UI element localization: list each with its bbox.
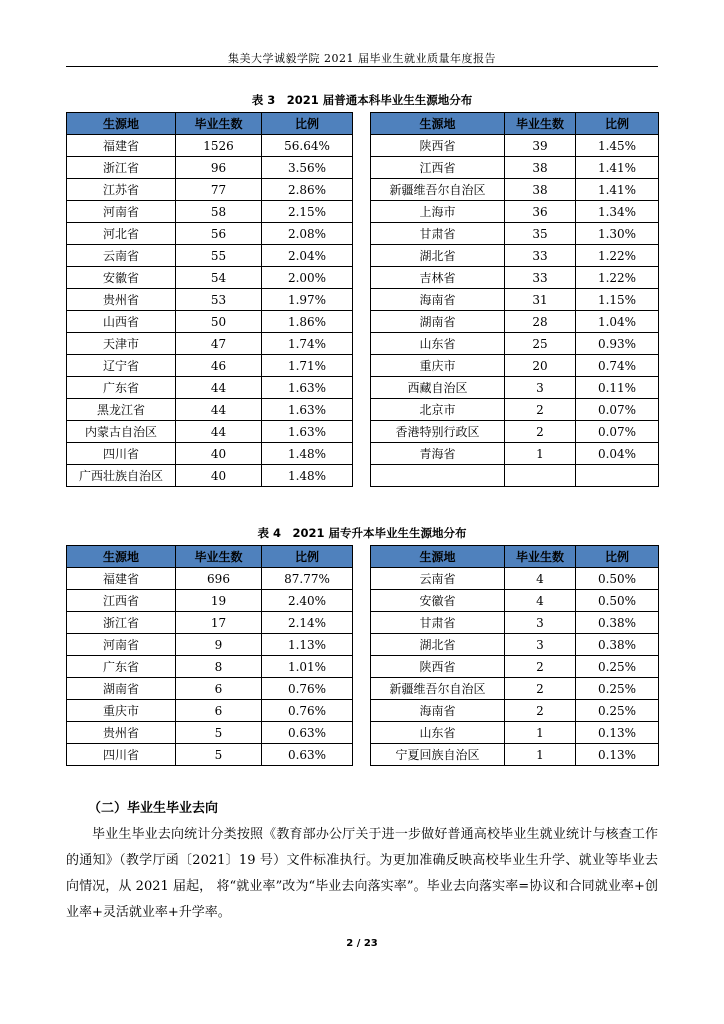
column-gap: [353, 568, 371, 590]
count-cell: 2: [505, 700, 576, 722]
origin-cell: 浙江省: [67, 612, 176, 634]
count-cell: 2: [505, 656, 576, 678]
table-row: [67, 590, 659, 612]
table-row: [67, 179, 659, 201]
ratio-cell: 1.71%: [262, 355, 353, 377]
ratio-cell: 0.76%: [262, 700, 353, 722]
column-gap: [353, 245, 371, 267]
ratio-cell: 0.38%: [576, 612, 659, 634]
header-rule: [66, 66, 658, 67]
count-cell: 28: [505, 311, 576, 333]
table-row: [67, 421, 659, 443]
origin-cell: 天津市: [67, 333, 176, 355]
origin-cell: 云南省: [67, 245, 176, 267]
count-cell: 53: [176, 289, 262, 311]
table3-caption: 表 3 2021 届普通本科毕业生生源地分布: [251, 93, 473, 107]
origin-cell: 河北省: [67, 223, 176, 245]
origin-cell: 甘肃省: [371, 223, 505, 245]
origin-cell: 内蒙古自治区: [67, 421, 176, 443]
page-header: 集美大学诚毅学院 2021 届毕业生就业质量年度报告: [228, 52, 496, 65]
ratio-cell: 0.63%: [262, 744, 353, 766]
col-header-count: 毕业生数: [505, 546, 576, 568]
origin-cell: 辽宁省: [67, 355, 176, 377]
count-cell: 47: [176, 333, 262, 355]
column-gap: [353, 355, 371, 377]
count-cell: 19: [176, 590, 262, 612]
origin-cell: 山西省: [67, 311, 176, 333]
ratio-cell: 0.25%: [576, 700, 659, 722]
count-cell: 3: [505, 634, 576, 656]
count-cell: 40: [176, 443, 262, 465]
column-gap: [353, 678, 371, 700]
ratio-cell: 0.93%: [576, 333, 659, 355]
column-gap: [353, 377, 371, 399]
table-row: [67, 612, 659, 634]
column-gap: [353, 223, 371, 245]
ratio-cell: 0.13%: [576, 744, 659, 766]
origin-cell: 江西省: [371, 157, 505, 179]
count-cell: 38: [505, 157, 576, 179]
column-gap: [353, 267, 371, 289]
column-gap: [353, 421, 371, 443]
origin-cell: 江苏省: [67, 179, 176, 201]
table-row: [67, 443, 659, 465]
origin-cell: 西藏自治区: [371, 377, 505, 399]
count-cell: 35: [505, 223, 576, 245]
ratio-cell: 0.50%: [576, 590, 659, 612]
origin-cell: 湖北省: [371, 245, 505, 267]
origin-cell: 山东省: [371, 333, 505, 355]
ratio-cell: 0.63%: [262, 722, 353, 744]
count-cell: 33: [505, 267, 576, 289]
col-header-count: 毕业生数: [505, 113, 576, 135]
ratio-cell: 0.76%: [262, 678, 353, 700]
col-header-count: 毕业生数: [176, 113, 262, 135]
column-gap: [353, 157, 371, 179]
count-cell: 9: [176, 634, 262, 656]
origin-cell: 湖南省: [371, 311, 505, 333]
ratio-cell: 1.04%: [576, 311, 659, 333]
count-cell: 6: [176, 678, 262, 700]
ratio-cell: 1.63%: [262, 421, 353, 443]
column-gap: [353, 113, 371, 135]
col-header-ratio: 比例: [576, 546, 659, 568]
body-paragraph: 毕业生毕业去向统计分类按照《教育部办公厅关于进一步做好普通高校毕业生就业统计与核查工作的通知》（教学厅函〔2021〕19 号）文件标准执行。为更加准确反映高校毕业生升学、就业等毕业去向情况，从 2021 届起， 将“就业率”改为“毕业去向落实率”。毕业去向落实率=协议和合同就业率+创业率+灵活就业率+升学率。: [66, 827, 658, 920]
origin-cell: 广东省: [67, 377, 176, 399]
count-cell: 55: [176, 245, 262, 267]
origin-cell: 陕西省: [371, 656, 505, 678]
table-row: [67, 311, 659, 333]
ratio-cell: 2.00%: [262, 267, 353, 289]
count-cell: 696: [176, 568, 262, 590]
column-gap: [353, 700, 371, 722]
count-cell: 31: [505, 289, 576, 311]
ratio-cell: 0.11%: [576, 377, 659, 399]
count-cell: 5: [176, 744, 262, 766]
ratio-cell: 0.25%: [576, 656, 659, 678]
count-cell: 8: [176, 656, 262, 678]
ratio-cell: 2.15%: [262, 201, 353, 223]
ratio-cell: 1.74%: [262, 333, 353, 355]
origin-cell: 宁夏回族自治区: [371, 744, 505, 766]
column-gap: [353, 179, 371, 201]
ratio-cell: 2.14%: [262, 612, 353, 634]
origin-cell: 黑龙江省: [67, 399, 176, 421]
ratio-cell: [576, 465, 659, 487]
ratio-cell: 1.86%: [262, 311, 353, 333]
origin-cell: 浙江省: [67, 157, 176, 179]
origin-cell: 山东省: [371, 722, 505, 744]
page-number: 2 / 23: [346, 938, 378, 949]
ratio-cell: 0.04%: [576, 443, 659, 465]
ratio-cell: 0.50%: [576, 568, 659, 590]
ratio-cell: 1.13%: [262, 634, 353, 656]
origin-cell: 福建省: [67, 568, 176, 590]
count-cell: 33: [505, 245, 576, 267]
origin-cell: 广西壮族自治区: [67, 465, 176, 487]
col-header-origin: 生源地: [371, 113, 505, 135]
column-gap: [353, 201, 371, 223]
column-gap: [353, 546, 371, 568]
col-header-count: 毕业生数: [176, 546, 262, 568]
ratio-cell: 2.04%: [262, 245, 353, 267]
origin-cell: 海南省: [371, 700, 505, 722]
column-gap: [353, 656, 371, 678]
count-cell: 44: [176, 421, 262, 443]
count-cell: 2: [505, 421, 576, 443]
count-cell: 46: [176, 355, 262, 377]
table-row: [67, 223, 659, 245]
table-row: [67, 135, 659, 157]
table-row: [67, 289, 659, 311]
ratio-cell: 1.45%: [576, 135, 659, 157]
origin-cell: [371, 465, 505, 487]
col-header-ratio: 比例: [262, 113, 353, 135]
table-row: [67, 744, 659, 766]
count-cell: 3: [505, 612, 576, 634]
col-header-ratio: 比例: [576, 113, 659, 135]
ratio-cell: 56.64%: [262, 135, 353, 157]
table-row: [67, 355, 659, 377]
ratio-cell: 1.22%: [576, 245, 659, 267]
ratio-cell: 1.30%: [576, 223, 659, 245]
origin-cell: 湖南省: [67, 678, 176, 700]
origin-cell: 海南省: [371, 289, 505, 311]
origin-cell: 新疆维吾尔自治区: [371, 179, 505, 201]
ratio-cell: 2.40%: [262, 590, 353, 612]
count-cell: 3: [505, 377, 576, 399]
table3: [66, 112, 658, 487]
table4: [66, 545, 658, 766]
origin-cell: 上海市: [371, 201, 505, 223]
ratio-cell: 87.77%: [262, 568, 353, 590]
origin-cell: 福建省: [67, 135, 176, 157]
origin-cell: 陕西省: [371, 135, 505, 157]
column-gap: [353, 465, 371, 487]
table-row: [67, 201, 659, 223]
count-cell: 56: [176, 223, 262, 245]
ratio-cell: 1.63%: [262, 377, 353, 399]
origin-cell: 贵州省: [67, 722, 176, 744]
table-row: [67, 722, 659, 744]
origin-cell: 北京市: [371, 399, 505, 421]
origin-cell: 湖北省: [371, 634, 505, 656]
table-row: [67, 333, 659, 355]
ratio-cell: 1.15%: [576, 289, 659, 311]
origin-cell: 安徽省: [67, 267, 176, 289]
origin-cell: 贵州省: [67, 289, 176, 311]
count-cell: 17: [176, 612, 262, 634]
table-row: [67, 399, 659, 421]
origin-cell: 香港特别行政区: [371, 421, 505, 443]
column-gap: [353, 612, 371, 634]
table4-caption: 表 4 2021 届专升本毕业生生源地分布: [257, 526, 467, 540]
count-cell: 2: [505, 399, 576, 421]
count-cell: 54: [176, 267, 262, 289]
ratio-cell: 0.74%: [576, 355, 659, 377]
table-row: [67, 568, 659, 590]
column-gap: [353, 333, 371, 355]
ratio-cell: 1.48%: [262, 443, 353, 465]
table4-header-row: [67, 546, 659, 568]
count-cell: 6: [176, 700, 262, 722]
section-title: （二）毕业生毕业去向: [88, 801, 219, 816]
origin-cell: 吉林省: [371, 267, 505, 289]
ratio-cell: 1.41%: [576, 179, 659, 201]
ratio-cell: 3.56%: [262, 157, 353, 179]
ratio-cell: 1.63%: [262, 399, 353, 421]
ratio-cell: 1.97%: [262, 289, 353, 311]
column-gap: [353, 634, 371, 656]
origin-cell: 河南省: [67, 201, 176, 223]
ratio-cell: 1.48%: [262, 465, 353, 487]
count-cell: 39: [505, 135, 576, 157]
count-cell: 58: [176, 201, 262, 223]
ratio-cell: 2.08%: [262, 223, 353, 245]
count-cell: 1: [505, 443, 576, 465]
count-cell: 1526: [176, 135, 262, 157]
column-gap: [353, 722, 371, 744]
origin-cell: 甘肃省: [371, 612, 505, 634]
column-gap: [353, 399, 371, 421]
count-cell: [505, 465, 576, 487]
count-cell: 1: [505, 722, 576, 744]
count-cell: 1: [505, 744, 576, 766]
count-cell: 44: [176, 399, 262, 421]
count-cell: 2: [505, 678, 576, 700]
col-header-origin: 生源地: [67, 113, 176, 135]
table-row: [67, 700, 659, 722]
table3-header-row: [67, 113, 659, 135]
ratio-cell: 0.13%: [576, 722, 659, 744]
column-gap: [353, 311, 371, 333]
origin-cell: 重庆市: [67, 700, 176, 722]
table-row: [67, 377, 659, 399]
origin-cell: 安徽省: [371, 590, 505, 612]
column-gap: [353, 744, 371, 766]
origin-cell: 云南省: [371, 568, 505, 590]
origin-cell: 重庆市: [371, 355, 505, 377]
count-cell: 44: [176, 377, 262, 399]
table-row: [67, 678, 659, 700]
ratio-cell: 0.25%: [576, 678, 659, 700]
table-row: [67, 656, 659, 678]
count-cell: 36: [505, 201, 576, 223]
ratio-cell: 1.34%: [576, 201, 659, 223]
ratio-cell: 0.07%: [576, 421, 659, 443]
origin-cell: 青海省: [371, 443, 505, 465]
col-header-origin: 生源地: [67, 546, 176, 568]
count-cell: 50: [176, 311, 262, 333]
count-cell: 38: [505, 179, 576, 201]
column-gap: [353, 443, 371, 465]
ratio-cell: 2.86%: [262, 179, 353, 201]
count-cell: 5: [176, 722, 262, 744]
count-cell: 40: [176, 465, 262, 487]
origin-cell: 江西省: [67, 590, 176, 612]
count-cell: 4: [505, 590, 576, 612]
origin-cell: 新疆维吾尔自治区: [371, 678, 505, 700]
ratio-cell: 1.41%: [576, 157, 659, 179]
col-header-ratio: 比例: [262, 546, 353, 568]
col-header-origin: 生源地: [371, 546, 505, 568]
origin-cell: 广东省: [67, 656, 176, 678]
count-cell: 77: [176, 179, 262, 201]
table-row: [67, 245, 659, 267]
ratio-cell: 0.38%: [576, 634, 659, 656]
ratio-cell: 1.01%: [262, 656, 353, 678]
origin-cell: 四川省: [67, 744, 176, 766]
column-gap: [353, 135, 371, 157]
count-cell: 96: [176, 157, 262, 179]
origin-cell: 四川省: [67, 443, 176, 465]
count-cell: 20: [505, 355, 576, 377]
table-row: [67, 634, 659, 656]
table-row: [67, 157, 659, 179]
count-cell: 25: [505, 333, 576, 355]
count-cell: 4: [505, 568, 576, 590]
origin-cell: 河南省: [67, 634, 176, 656]
table-row: [67, 465, 659, 487]
ratio-cell: 1.22%: [576, 267, 659, 289]
column-gap: [353, 289, 371, 311]
table-row: [67, 267, 659, 289]
ratio-cell: 0.07%: [576, 399, 659, 421]
column-gap: [353, 590, 371, 612]
